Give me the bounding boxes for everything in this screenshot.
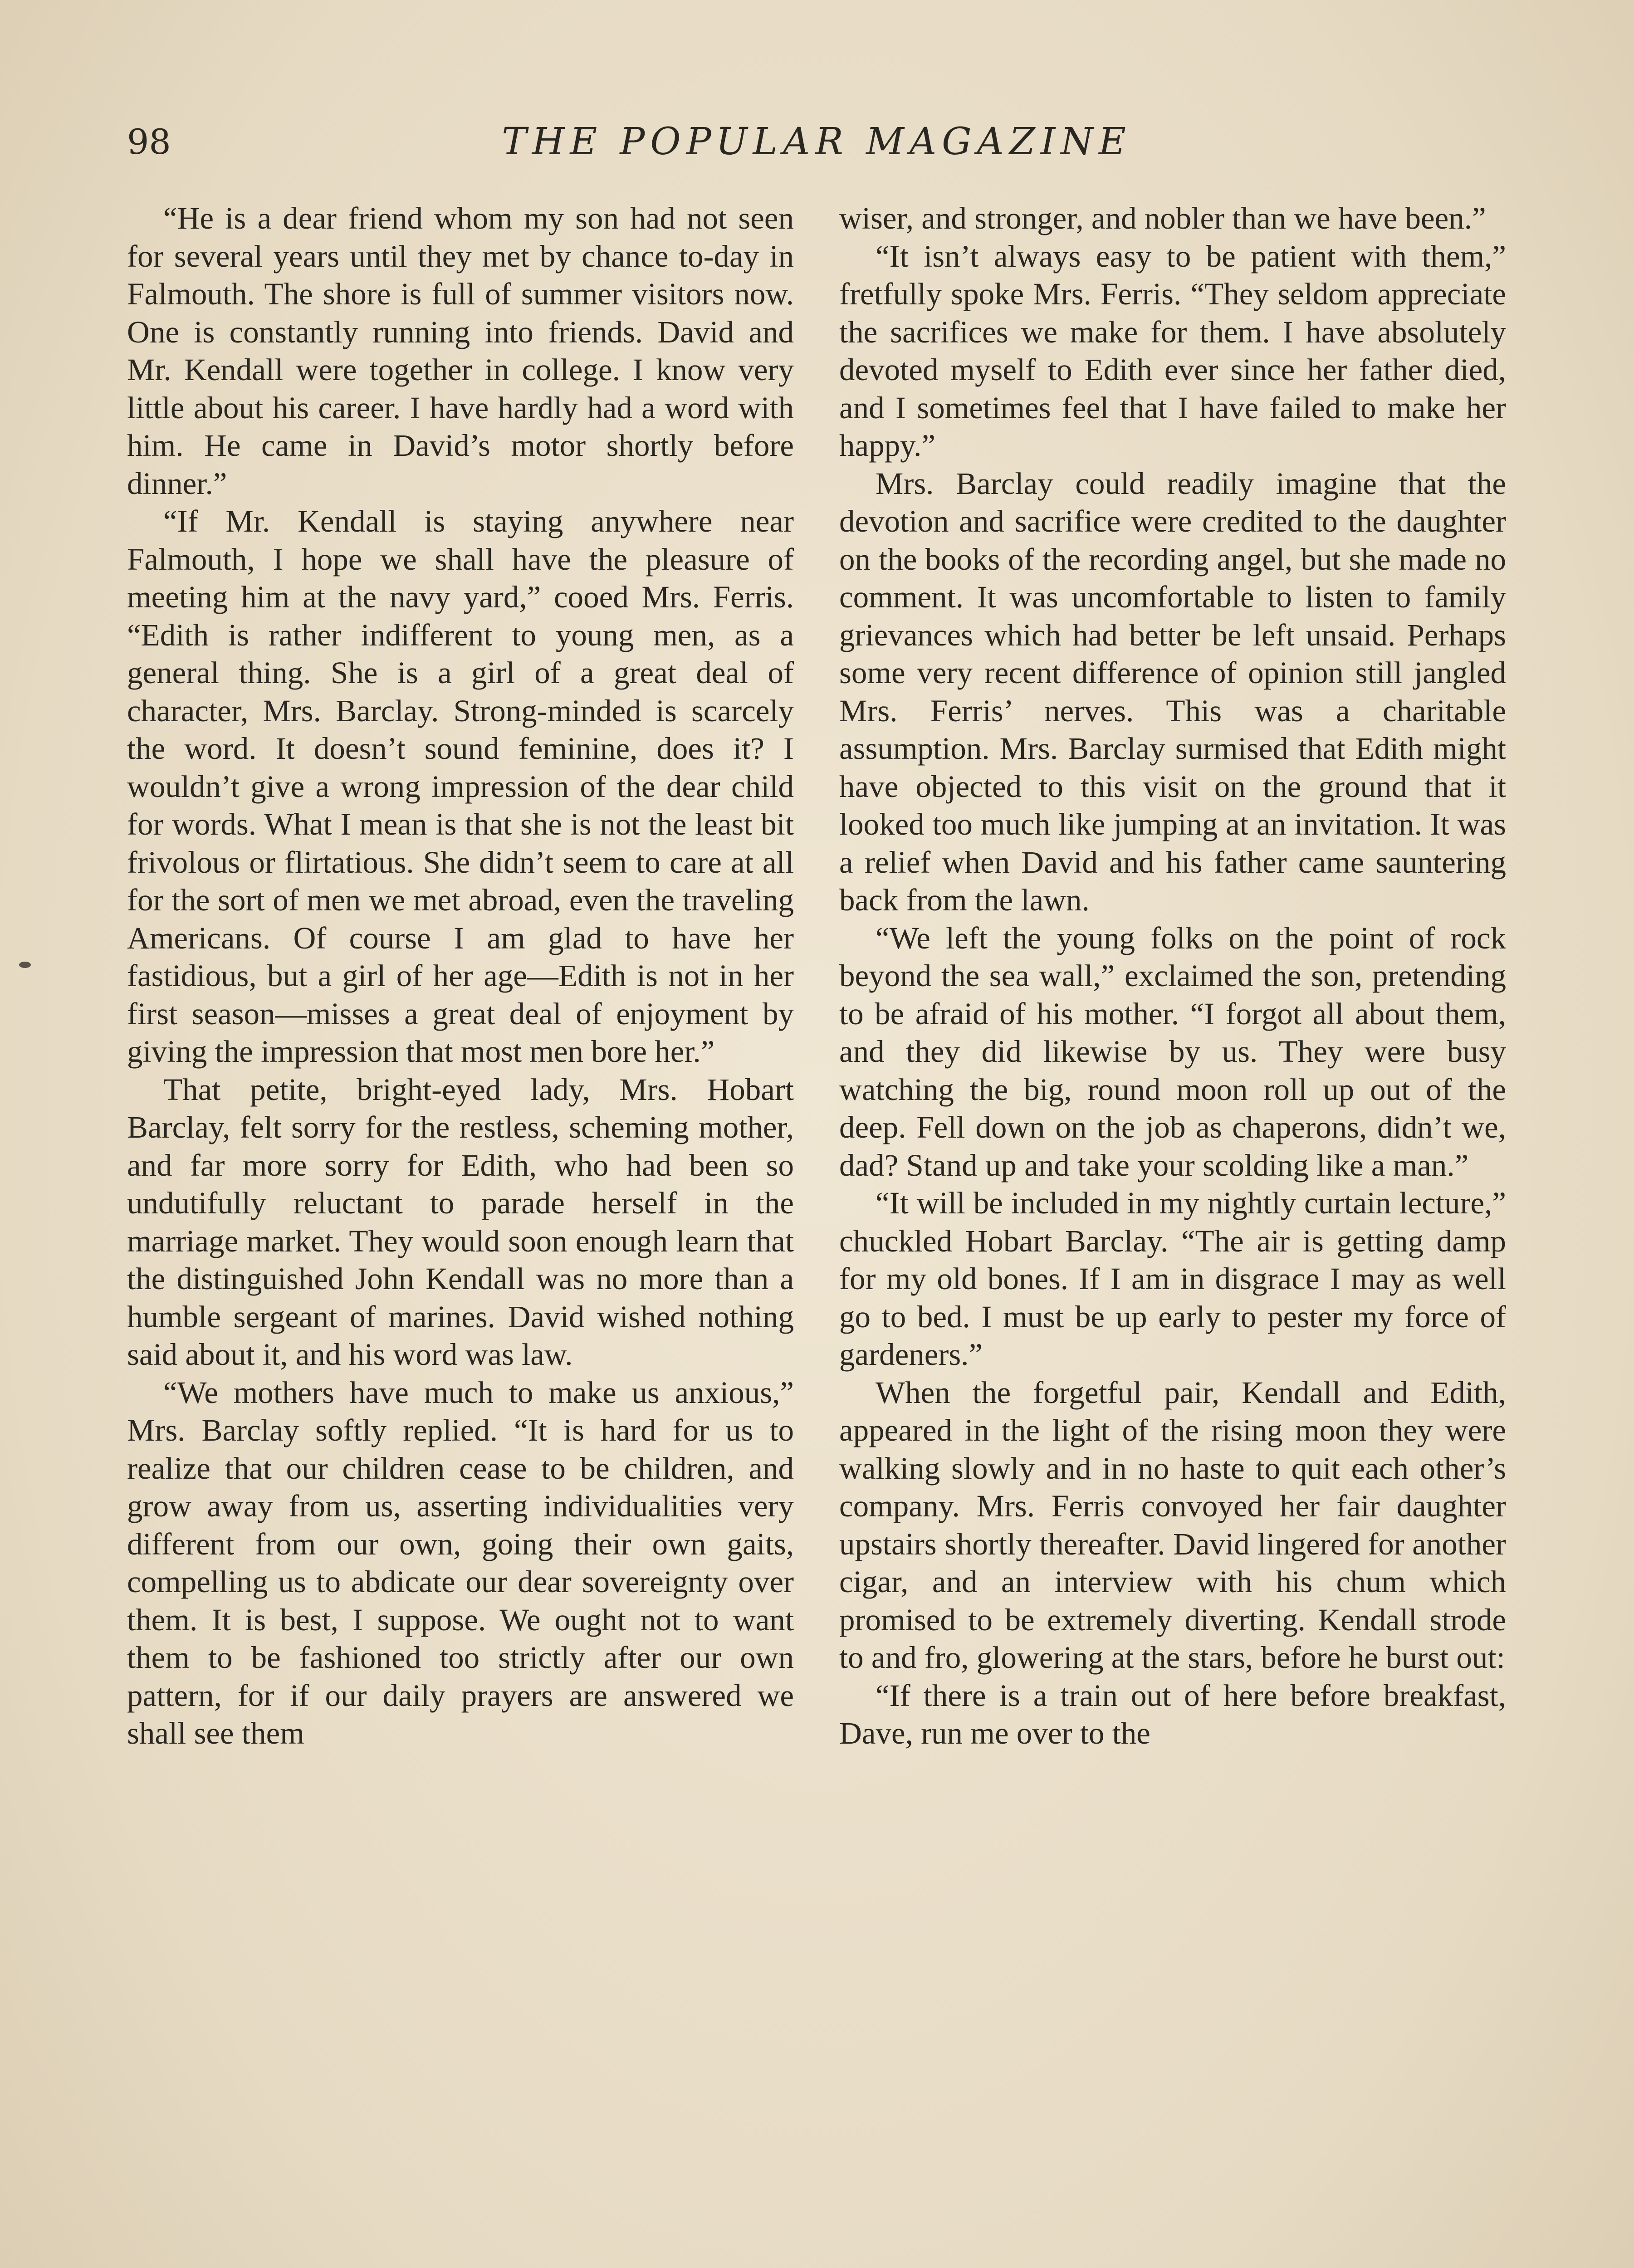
paragraph: When the forgetful pair, Kendall and Edith, appeared in the light of the rising moon they were walking slowly and in no haste to quit each other’s company. Mrs. Ferris convoyed her fair daughter upstairs shortly thereafter. David lingered for another cigar, and an interview with his chum which promised to be extremely diverting. Kendall strode to and fro, glowering at the stars, before he burst out:	[839, 1375, 1506, 1675]
paragraph: “It will be included in my nightly curtain lecture,” chuckled Hobart Barclay. “The air is getting damp for my old bones. If I am in disgrace I may as well go to bed. I must be up early to pester my force of gardeners.”	[839, 1186, 1506, 1372]
ink-spot	[19, 962, 31, 968]
paragraph: “We mothers have much to make us anxious,” Mrs. Barclay softly replied. “It is hard for us to realize that our children cease to be children, and grow away from us, asserting individualities very different from our own, going their own gaits, compelling us to abdicate our dear sovereignty over them. It is best, I suppose. We ought not to want them to be fashioned too strictly after our own pattern, for if our daily prayers are answered we shall see them	[127, 1375, 794, 1750]
paragraph: “It isn’t always easy to be patient with them,” fretfully spoke Mrs. Ferris. “They seldom appreciate the sacrifices we make for them. I have absolutely devoted myself to Edith ever since her father died, and I sometimes feel that I have failed to make her happy.”	[839, 239, 1506, 463]
paragraph: “If Mr. Kendall is staying anywhere near Falmouth, I hope we shall have the pleasure of meeting him at the navy yard,” cooed Mrs. Ferris. “Edith is rather indifferent to young men, as a general thing. She is a girl of a great deal of character, Mrs. Barclay. Strong-minded is scarcely the word. It doesn’t sound feminine, does it? I wouldn’t give a wrong impression of the dear child for words. What I mean is that she is not the least bit frivolous or flirtatious. She didn’t seem to care at all for the sort of men we met abroad, even the traveling Americans. Of course I am glad to have her fastidious, but a girl of her age—Edith is not in her first season—misses a great deal of enjoyment by giving the impression that most men bore her.”	[127, 504, 794, 1069]
paragraph-continuation: wiser, and stronger, and nobler than we have been.”	[839, 201, 1486, 235]
page-header	[127, 117, 1506, 167]
paragraph: “He is a dear friend whom my son had not seen for several years until they met by chance to-day in Falmouth. The shore is full of summer visitors now. One is constantly running into friends. David and Mr. Kendall were together in college. I know very little about his career. I have hardly had a word with him. He came in David’s motor shortly before dinner.”	[127, 201, 794, 501]
paragraph: Mrs. Barclay could readily imagine that the devotion and sacrifice were credited to the daughter on the books of the recording angel, but she made no comment. It was uncomfortable to listen to family grievances which had better be left unsaid. Perhaps some very recent difference of opinion still jangled Mrs. Ferris’ nerves. This was a charitable assumption. Mrs. Barclay surmised that Edith might have objected to this visit on the ground that it looked too much like jumping at an invitation. It was a relief when David and his father came sauntering back from the lawn.	[839, 466, 1506, 917]
page-number: 98	[127, 122, 171, 162]
paragraph: That petite, bright-eyed lady, Mrs. Hobart Barclay, felt sorry for the restless, scheming mother, and far more sorry for Edith, who had been so undutifully reluctant to parade herself in the marriage market. They would soon enough learn that the distinguished John Kendall was no more than a humble sergeant of marines. David wished nothing said about it, and his word was law.	[127, 1072, 794, 1372]
paragraph: “If there is a train out of here before breakfast, Dave, run me over to the	[839, 1678, 1506, 1750]
paragraph: “We left the young folks on the point of rock beyond the sea wall,” exclaimed the son, pretending to be afraid of his mother. “I forgot all about them, and they did likewise by us. They were busy watching the big, round moon roll up out of the deep. Fell down on the job as chaperons, didn’t we, dad? Stand up and take your scolding like a man.”	[839, 920, 1506, 1183]
left-column	[127, 200, 794, 1753]
right-column	[839, 200, 1506, 1753]
running-title: THE POPULAR MAGAZINE	[502, 120, 1131, 163]
